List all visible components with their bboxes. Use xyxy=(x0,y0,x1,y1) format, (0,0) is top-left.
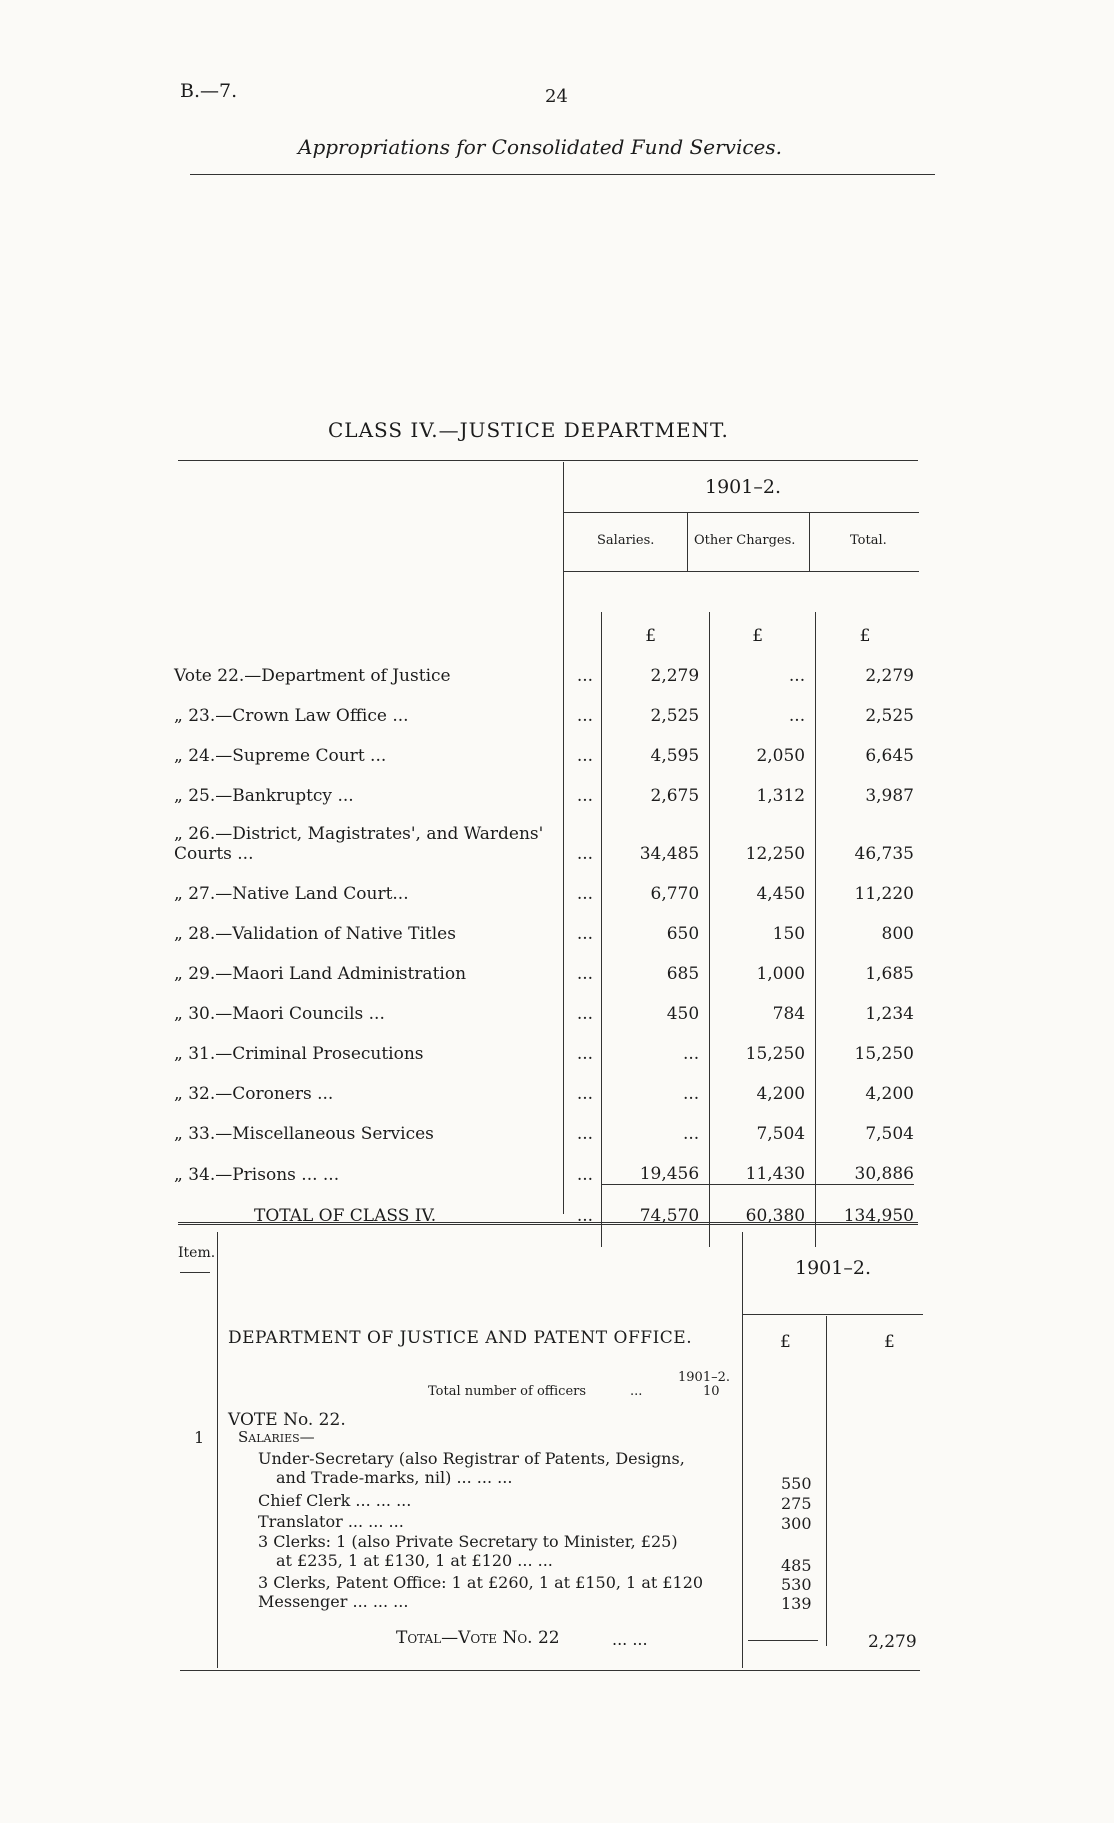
total-value: 15,250 xyxy=(816,1024,914,1064)
salary-text: at £235, 1 at £130, 1 at £120 ... ... xyxy=(276,1551,553,1570)
col-salaries-header: Salaries. xyxy=(597,533,655,548)
total-value: 6,645 xyxy=(816,726,914,766)
header-rule xyxy=(190,174,935,175)
page-title: Appropriations for Consolidated Fund Services. xyxy=(298,135,783,159)
table-row xyxy=(174,864,914,904)
pound-sign: £ xyxy=(602,612,710,646)
salary-amount: 530 xyxy=(781,1575,812,1594)
page-reference: B.—7. xyxy=(180,80,238,102)
grand-total: 134,950 xyxy=(816,1185,914,1248)
salaries-heading: Salaries— xyxy=(238,1428,315,1446)
table-row xyxy=(174,1104,914,1144)
leader-dots: ... xyxy=(576,1205,594,1226)
other-charges-value: 15,250 xyxy=(710,1024,816,1064)
total-vote-amount: 2,279 xyxy=(868,1632,917,1652)
table-row xyxy=(174,904,914,944)
salary-amount: 139 xyxy=(781,1594,812,1613)
salary-text: Under-Secretary (also Registrar of Patents, Designs, xyxy=(258,1449,685,1468)
amount-sub-divider xyxy=(826,1316,827,1646)
other-charges-value: 1,312 xyxy=(710,766,816,806)
table-row xyxy=(174,1024,914,1064)
officers-count: 10 xyxy=(703,1384,720,1399)
table-row xyxy=(174,806,914,864)
other-charges-value: ... xyxy=(710,686,816,726)
total-value: 2,279 xyxy=(816,646,914,686)
leader-dots: ... xyxy=(576,706,594,726)
salary-line xyxy=(276,1468,512,1487)
leader-dots: ... xyxy=(576,746,594,766)
salary-line xyxy=(258,1449,685,1468)
salaries-value: 650 xyxy=(602,904,710,944)
other-charges-value: 2,050 xyxy=(710,726,816,766)
salary-amount: 300 xyxy=(781,1514,812,1533)
total-other-charges: 60,380 xyxy=(710,1185,816,1248)
pound-sign: £ xyxy=(780,1332,791,1352)
officers-label: Total number of officers xyxy=(428,1384,587,1399)
salary-line xyxy=(276,1551,553,1570)
bottom-rule xyxy=(180,1670,920,1671)
table-row xyxy=(174,1144,914,1185)
table-row xyxy=(174,766,914,806)
other-charges-value: 4,200 xyxy=(710,1064,816,1104)
total-label: TOTAL OF CLASS IV. xyxy=(254,1205,437,1226)
other-charges-value: 1,000 xyxy=(710,944,816,984)
salary-line xyxy=(258,1532,678,1551)
salaries-value: 34,485 xyxy=(602,806,710,864)
salary-amount: 485 xyxy=(781,1556,812,1575)
salaries-value: 450 xyxy=(602,984,710,1024)
leader-dots: ... xyxy=(630,1384,643,1399)
salaries-value: ... xyxy=(602,1064,710,1104)
total-row xyxy=(174,1185,914,1248)
vote-label: „ 28.—Validation of Native Titles xyxy=(174,924,456,944)
leader-dots: ... xyxy=(576,1164,594,1185)
year-rule xyxy=(564,512,919,513)
vote-label: „ 33.—Miscellaneous Services xyxy=(174,1124,434,1144)
salary-text: Chief Clerk ... ... ... xyxy=(258,1491,412,1510)
salary-line xyxy=(258,1592,408,1611)
other-charges-value: 150 xyxy=(710,904,816,944)
item-header: Item. xyxy=(178,1245,216,1261)
total-value: 1,234 xyxy=(816,984,914,1024)
table-row xyxy=(174,726,914,766)
table-row xyxy=(174,646,914,686)
item-number: 1 xyxy=(194,1428,205,1447)
total-value: 4,200 xyxy=(816,1064,914,1104)
other-charges-value: 7,504 xyxy=(710,1104,816,1144)
total-value: 46,735 xyxy=(816,806,914,864)
department-title: DEPARTMENT OF JUSTICE AND PATENT OFFICE. xyxy=(228,1328,693,1348)
pound-sign: £ xyxy=(710,612,816,646)
salary-line xyxy=(258,1573,703,1592)
item-header-rule xyxy=(180,1272,210,1273)
header-divider-1 xyxy=(687,513,688,571)
col-other-header: Other Charges. xyxy=(694,533,796,548)
total-value: 800 xyxy=(816,904,914,944)
total-vote-label: Total—Vote No. 22 xyxy=(396,1628,560,1648)
other-charges-value: ... xyxy=(710,646,816,686)
vote-label: „ 23.—Crown Law Office ... xyxy=(174,706,409,726)
salaries-value: 2,525 xyxy=(602,686,710,726)
summary-year: 1901–2. xyxy=(705,476,781,498)
vote-label: „ 31.—Criminal Prosecutions xyxy=(174,1044,424,1064)
total-value: 2,525 xyxy=(816,686,914,726)
item-col-divider xyxy=(217,1232,218,1668)
table-row xyxy=(174,686,914,726)
leader-dots: ... xyxy=(576,1004,594,1024)
other-charges-value: 4,450 xyxy=(710,864,816,904)
salary-amount: 275 xyxy=(781,1494,812,1513)
vote-heading: VOTE No. 22. xyxy=(228,1410,346,1430)
vote-label: „ 24.—Supreme Court ... xyxy=(174,746,387,766)
leader-dots: ... xyxy=(576,884,594,904)
leader-dots: ... xyxy=(576,1124,594,1144)
subtotal-rule xyxy=(748,1640,818,1641)
vote-label: „ 34.—Prisons ... ... xyxy=(174,1164,340,1185)
pound-sign: £ xyxy=(816,612,914,646)
vote-label: „ 27.—Native Land Court... xyxy=(174,884,409,904)
leader-dots: ... xyxy=(576,964,594,984)
other-charges-value: 12,250 xyxy=(710,806,816,864)
pound-row xyxy=(174,612,914,646)
amount-col-divider xyxy=(742,1232,743,1668)
salary-line xyxy=(258,1491,411,1510)
total-value: 7,504 xyxy=(816,1104,914,1144)
page-number: 24 xyxy=(545,86,568,107)
leader-dots: ... xyxy=(576,844,594,864)
detail-top-rule xyxy=(178,1222,918,1225)
detail-year-rule xyxy=(743,1314,923,1315)
leader-dots: ... xyxy=(576,1044,594,1064)
class-title: CLASS IV.—JUSTICE DEPARTMENT. xyxy=(328,418,729,442)
vote-label: Vote 22.—Department of Justice xyxy=(174,666,451,686)
summary-top-rule xyxy=(178,460,918,461)
total-value: 30,886 xyxy=(816,1144,914,1185)
total-value: 11,220 xyxy=(816,864,914,904)
leader-dots: ... xyxy=(576,666,594,686)
table-row xyxy=(174,944,914,984)
salaries-value: ... xyxy=(602,1104,710,1144)
salary-text: and Trade-marks, nil) ... ... ... xyxy=(276,1468,513,1487)
other-charges-value: 11,430 xyxy=(710,1144,816,1185)
salaries-value: ... xyxy=(602,1024,710,1064)
pound-sign: £ xyxy=(884,1332,895,1352)
leader-dots: ... xyxy=(576,786,594,806)
salary-amount: 550 xyxy=(781,1474,812,1493)
other-charges-value: 784 xyxy=(710,984,816,1024)
officers-year: 1901–2. xyxy=(678,1370,730,1385)
salaries-value: 685 xyxy=(602,944,710,984)
vote-label: „ 29.—Maori Land Administration xyxy=(174,964,467,984)
leader-dots: ... xyxy=(576,1084,594,1104)
salaries-value: 2,675 xyxy=(602,766,710,806)
salary-text: 3 Clerks, Patent Office: 1 at £260, 1 at £150, 1 at £120 xyxy=(258,1573,704,1592)
header-divider-2 xyxy=(809,513,810,571)
table-row xyxy=(174,984,914,1024)
header-bottom-rule xyxy=(564,571,919,572)
salaries-value: 6,770 xyxy=(602,864,710,904)
salaries-value: 2,279 xyxy=(602,646,710,686)
leader-dots: ... ... xyxy=(612,1630,648,1649)
salary-text: Messenger ... ... ... xyxy=(258,1592,409,1611)
vote-label: „ 30.—Maori Councils ... xyxy=(174,1004,385,1024)
salary-text: 3 Clerks: 1 (also Private Secretary to Minister, £25) xyxy=(258,1532,678,1551)
salaries-value: 19,456 xyxy=(602,1144,710,1185)
total-value: 3,987 xyxy=(816,766,914,806)
salary-text: Translator ... ... ... xyxy=(258,1512,404,1531)
total-salaries: 74,570 xyxy=(602,1185,710,1248)
table-row xyxy=(174,1064,914,1104)
salary-line xyxy=(258,1512,404,1531)
salaries-value: 4,595 xyxy=(602,726,710,766)
total-value: 1,685 xyxy=(816,944,914,984)
vote-label: „ 26.—District, Magistrates', and Wardens' Courts ... xyxy=(174,824,544,864)
vote-label: „ 32.—Coroners ... xyxy=(174,1084,334,1104)
summary-table xyxy=(174,612,914,1247)
detail-year: 1901–2. xyxy=(795,1257,871,1279)
vote-label: „ 25.—Bankruptcy ... xyxy=(174,786,354,806)
leader-dots: ... xyxy=(576,924,594,944)
col-total-header: Total. xyxy=(850,533,887,548)
